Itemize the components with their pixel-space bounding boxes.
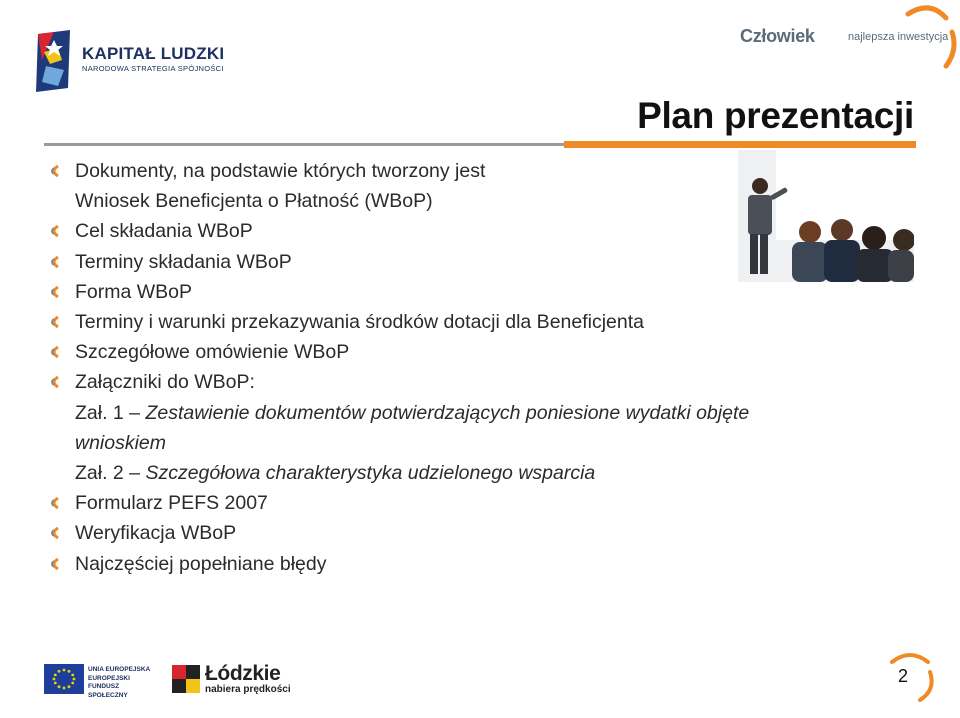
agenda-item — [44, 518, 864, 548]
agenda-item — [44, 156, 535, 216]
agenda-item-text: Dokumenty, na podstawie których tworzony jest Wniosek Beneficjenta o Płatność (WBoP) — [75, 160, 486, 213]
kapital-ludzki-subtitle: NARODOWA STRATEGIA SPÓJNOŚCI — [82, 64, 224, 73]
agenda-item-text: Formularz PEFS 2007 — [75, 492, 268, 515]
agenda-item — [44, 488, 864, 518]
agenda-item — [44, 307, 864, 337]
attachment-text: Zestawienie dokumentów potwierdzających poniesione wydatki objęte wnioskiem — [75, 401, 750, 454]
bullet-arc-icon — [48, 164, 62, 178]
agenda-item-text: Najczęściej popełniane błędy — [75, 552, 327, 575]
agenda-item — [44, 247, 864, 277]
agenda-item — [44, 337, 864, 367]
attachment-prefix: Zał. 2 – — [75, 462, 146, 485]
lodzkie-mark-icon — [172, 665, 200, 693]
kapital-ludzki-title: KAPITAŁ LUDZKI — [82, 44, 225, 63]
bullet-arc-icon — [48, 315, 62, 329]
agenda-item-text: Terminy składania WBoP — [75, 250, 292, 273]
agenda-item — [44, 367, 864, 397]
bullet-arc-icon — [48, 557, 62, 571]
agenda-item-text: Terminy i warunki przekazywania środków dotacji dla Beneficjenta — [75, 311, 645, 334]
attachment-prefix: Zał. 1 – — [75, 401, 146, 424]
page-number-badge — [880, 650, 940, 706]
agenda-item — [44, 277, 864, 307]
czlowiek-logo — [738, 4, 960, 74]
eu-logo — [44, 664, 154, 699]
lodzkie-title: Łódzkie — [205, 662, 281, 685]
lodzkie-logo — [172, 662, 302, 700]
bullet-arc-icon — [48, 375, 62, 389]
eu-flag-icon — [44, 664, 84, 694]
bullet-arc-icon — [48, 345, 62, 359]
agenda-item — [44, 216, 864, 246]
agenda-item-text: Załączniki do WBoP: — [75, 371, 255, 394]
bullet-arc-icon — [48, 285, 62, 299]
bullet-arc-icon — [48, 526, 62, 540]
attachment-text: Szczegółowa charakterystyka udzielonego wsparcia — [145, 462, 596, 485]
title-underline — [44, 141, 916, 148]
czlowiek-title: Człowiek — [740, 26, 815, 46]
kapital-ludzki-flag-icon — [34, 30, 78, 92]
agenda-list — [44, 156, 864, 579]
page-number-arc-icon — [880, 650, 940, 706]
page-title: Plan prezentacji — [637, 95, 914, 136]
bullet-arc-icon — [48, 224, 62, 238]
attachment-item — [44, 458, 864, 488]
kapital-ludzki-logo — [34, 30, 224, 92]
lodzkie-subtitle: nabiera prędkości — [205, 684, 291, 695]
bullet-arc-icon — [48, 255, 62, 269]
page-number: 2 — [898, 666, 909, 686]
agenda-item-text: Weryfikacja WBoP — [75, 522, 237, 545]
czlowiek-subtitle: najlepsza inwestycja — [848, 31, 949, 43]
attachment-item — [44, 398, 815, 458]
agenda-item-text: Szczegółowe omówienie WBoP — [75, 341, 350, 364]
bullet-arc-icon — [48, 496, 62, 510]
agenda-item — [44, 549, 864, 579]
eu-text: UNIA EUROPEJSKA EUROPEJSKI FUNDUSZ SPOŁECZNY — [88, 666, 151, 699]
agenda-item-text: Forma WBoP — [75, 280, 193, 303]
orange-arc-icon — [878, 4, 960, 74]
agenda-item-text: Cel składania WBoP — [75, 220, 253, 243]
